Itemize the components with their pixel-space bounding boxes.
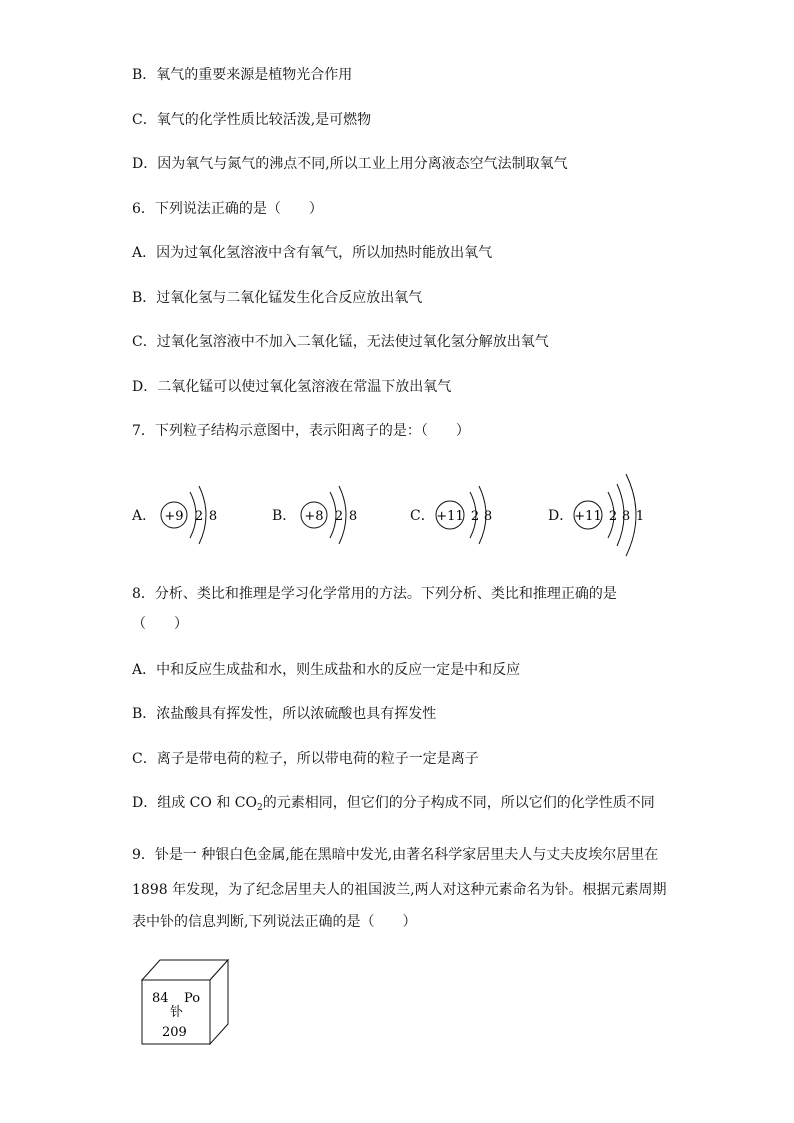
q8-option-a: A．中和反应生成盐和水，则生成盐和水的反应一定是中和反应 [132, 662, 521, 678]
q7-option-a-atom-diagram [150, 480, 230, 550]
shell-count: 2 [470, 509, 480, 524]
q5-option-c: C．氧气的化学性质比较活泼,是可燃物 [132, 112, 372, 128]
q5-option-b: B．氧气的重要来源是植物光合作用 [132, 67, 353, 83]
q8-option-d [132, 793, 655, 818]
q7-option-d-label: D． [548, 508, 574, 524]
shell-count: 2 [334, 509, 344, 524]
nucleus-charge: +11 [574, 509, 602, 524]
q7-option-c-label: C． [410, 508, 435, 524]
shell-count: 8 [483, 509, 493, 524]
q8-option-d-text-pre: D．组成 CO 和 CO [132, 795, 257, 811]
element-name: 钋 [170, 1005, 184, 1020]
shell-count: 1 [635, 509, 645, 524]
q7-option-d-atom-diagram [568, 470, 668, 560]
q6-stem: 6．下列说法正确的是（ ） [132, 201, 323, 217]
q9-stem-line3: 表中钋的信息判断,下列说法正确的是（ ） [132, 914, 417, 930]
nucleus-charge: +11 [436, 509, 464, 524]
q6-option-b: B．过氧化氢与二氧化锰发生化合反应放出氧气 [132, 290, 423, 306]
q7-stem: 7．下列粒子结构示意图中，表示阳离子的是：（ ） [132, 423, 470, 439]
shell-count: 8 [208, 509, 218, 524]
periodic-element-cube [140, 958, 240, 1048]
q8-option-b: B．浓盐酸具有挥发性，所以浓硫酸也具有挥发性 [132, 706, 437, 722]
atomic-number: 84 [152, 991, 169, 1006]
atomic-mass: 209 [162, 1025, 187, 1040]
q9-stem-line2: 1898 年发现，为了纪念居里夫人的祖国波兰,两人对这种元素命名为钋。根据元素周期 [132, 882, 667, 898]
q8-stem-line2: （ ） [132, 616, 188, 632]
q8-stem-line1: 8．分析、类比和推理是学习化学常用的方法。下列分析、类比和推理正确的是 [132, 586, 617, 602]
q7-option-a-label: A． [132, 508, 157, 524]
q7-option-b-label: B． [272, 508, 297, 524]
q8-option-d-text-post: 的元素相同，但它们的分子构成不同，所以它们的化学性质不同 [262, 795, 655, 811]
q7-option-b-atom-diagram [290, 480, 370, 550]
element-symbol: Po [184, 991, 201, 1006]
q6-option-a: A．因为过氧化氢溶液中含有氧气，所以加热时能放出氧气 [132, 245, 493, 261]
shell-count: 2 [194, 509, 204, 524]
q8-option-d-subscript: 2 [256, 803, 263, 813]
q7-option-c-atom-diagram [430, 480, 510, 550]
nucleus-charge: +9 [164, 509, 184, 524]
shell-count: 2 [608, 509, 618, 524]
shell-count: 8 [621, 509, 631, 524]
q6-option-d: D．二氧化锰可以使过氧化氢溶液在常温下放出氧气 [132, 379, 452, 395]
shell-count: 8 [348, 509, 358, 524]
q8-option-c: C．离子是带电荷的粒子，所以带电荷的粒子一定是离子 [132, 751, 479, 767]
nucleus-charge: +8 [304, 509, 324, 524]
q6-option-c: C．过氧化氢溶液中不加入二氧化锰，无法使过氧化氢分解放出氧气 [132, 334, 549, 350]
q9-stem-line1: 9．钋是一 种银白色金属,能在黑暗中发光,由著名科学家居里夫人与丈夫皮埃尔居里在 [132, 847, 659, 863]
q5-option-d: D．因为氧气与氮气的沸点不同,所以工业上用分离液态空气法制取氧气 [132, 156, 568, 172]
